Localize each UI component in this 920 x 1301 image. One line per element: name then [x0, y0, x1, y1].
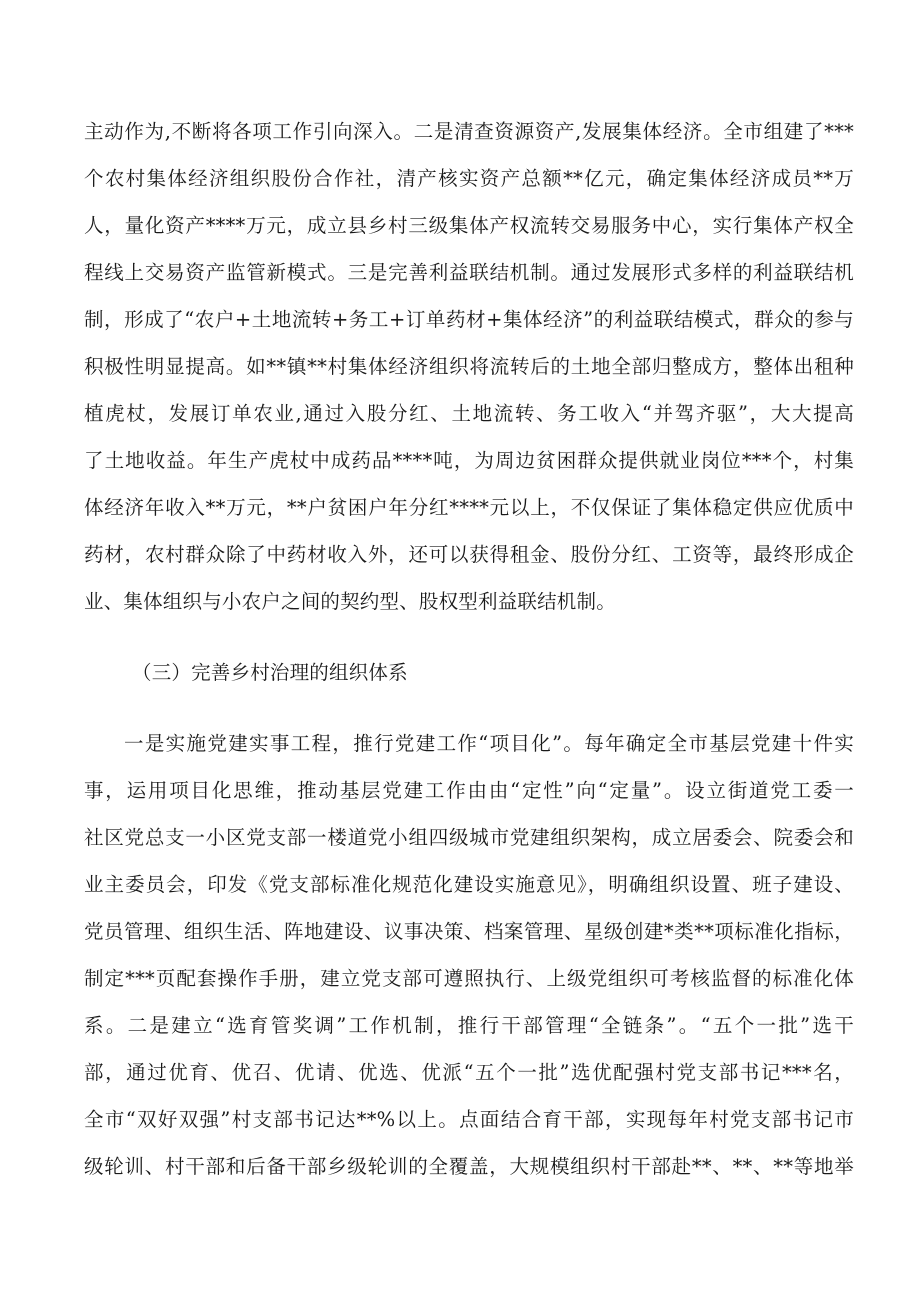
paragraph-line: 了土地收益。年生产虎杖中成药品****吨，为周边贫困群众提供就业岗位***个，村集 [84, 449, 854, 472]
paragraph-line-first: 一是实施党建实事工程，推行党建工作“项目化”。每年确定全市基层党建十件实 [124, 732, 854, 755]
paragraph-line-last: 业、集体组织与小农户之间的契约型、股权型利益联结机制。 [84, 590, 616, 613]
paragraph-line: 全市“双好双强”村支部书记达**%以上。点面结合育干部，实现每年村党支部书记市 [84, 1108, 854, 1131]
paragraph-line: 事，运用项目化思维，推动基层党建工作由由“定性”向“定量”。设立街道党工委一 [84, 779, 854, 802]
paragraph-line: 制，形成了“农户+土地流转+务工+订单药材+集体经济”的利益联结模式，群众的参与 [84, 308, 854, 331]
paragraph-line: 级轮训、村干部和后备干部乡级轮训的全覆盖，大规模组织村干部赴**、**、**等地举 [84, 1155, 854, 1178]
paragraph-line: 药材，农村群众除了中药材收入外，还可以获得租金、股份分红、工资等，最终形成企 [84, 543, 854, 566]
section-heading: （三）完善乡村治理的组织体系 [132, 661, 408, 684]
paragraph-line: 社区党总支一小区党支部一楼道党小组四级城市党建组织架构，成立居委会、院委会和 [84, 826, 854, 849]
paragraph-line: 个农村集体经济组织股份合作社，清产核实资产总额**亿元，确定集体经济成员**万 [84, 167, 854, 190]
paragraph-line: 系。二是建立“选育管奖调”工作机制，推行干部管理“全链条”。“五个一批”选干 [84, 1014, 854, 1037]
paragraph-line: 积极性明显提高。如**镇**村集体经济组织将流转后的土地全部归整成方，整体出租种 [84, 355, 854, 378]
paragraph-line: 部，通过优育、优召、优请、优选、优派“五个一批”选优配强村党支部书记***名， [84, 1061, 854, 1084]
paragraph-line: 党员管理、组织生活、阵地建设、议事决策、档案管理、星级创建*类**项标准化指标， [84, 920, 854, 943]
paragraph-line: 植虎杖，发展订单农业,通过入股分红、土地流转、务工收入“并驾齐驱”，大大提高 [84, 402, 854, 425]
paragraph-line: 体经济年收入**万元，**户贫困户年分红****元以上，不仅保证了集体稳定供应优质中 [84, 496, 854, 519]
paragraph-line: 制定***页配套操作手册，建立党支部可遵照执行、上级党组织可考核监督的标准化体 [84, 967, 854, 990]
paragraph-line: 业主委员会，印发《党支部标准化规范化建设实施意见》，明确组织设置、班子建设、 [84, 873, 854, 896]
paragraph-line: 人，量化资产****万元，成立县乡村三级集体产权流转交易服务中心，实行集体产权全 [84, 214, 854, 237]
paragraph-line: 主动作为,不断将各项工作引向深入。二是清查资源资产,发展集体经济。全市组建了*** [84, 120, 854, 143]
paragraph-line: 程线上交易资产监管新模式。三是完善利益联结机制。通过发展形式多样的利益联结机 [84, 261, 854, 284]
